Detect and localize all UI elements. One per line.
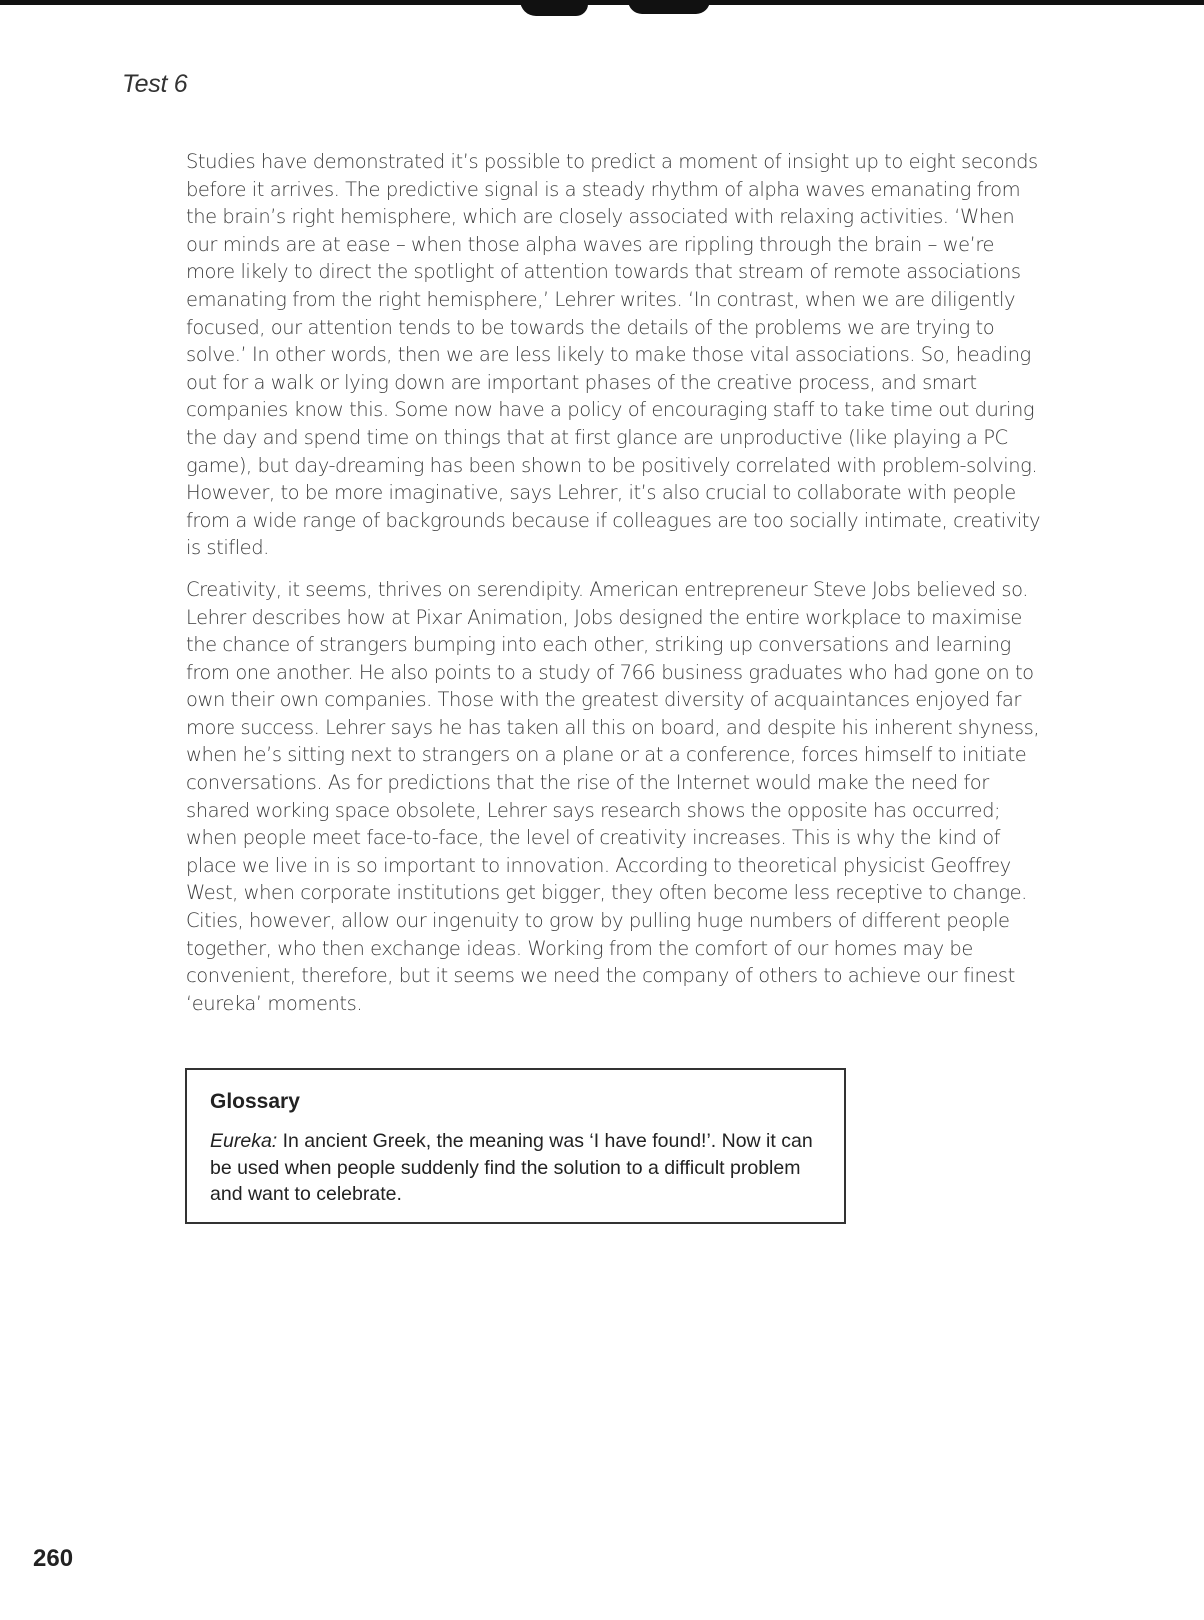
scan-edge-top (0, 0, 1204, 5)
glossary-title: Glossary (210, 1090, 300, 1113)
passage-paragraph-2: Creativity, it seems, thrives on serendipity. American entrepreneur Steve Jobs believed so. Lehrer describes how at Pixar Animation, Jobs designed the entire workplace to maximise the chance of strangers bumping into each other, striking up conversations and learning from one another. He also points to a study of 766 business graduates who had gone on to own their own companies. Those with the greatest diversity of acquaintances enjoyed far more success. Lehrer says he has taken all this on board, and despite his inherent shyness, when he’s sitting next to strangers on a plane or at a conference, forces himself to initiate conversations. As for predictions that the rise of the Internet would make the need for shared working space obsolete, Lehrer says research shows the opposite has occurred; when people meet face-to-face, the level of creativity increases. This is why the kind of place we live in is so important to innovation. According to theoretical physicist Geoffrey West, when corporate institutions get bigger, they often become less receptive to change. Cities, however, allow our ingenuity to grow by pulling huge numbers of different people together, who then exchange ideas. Working from the comfort of our homes may be convenient, therefore, but it seems we need the company of others to achieve our finest ‘eureka’ moments. (186, 577, 1040, 1015)
test-heading: Test 6 (122, 70, 188, 98)
passage-paragraph-1: Studies have demonstrated it’s possible to predict a moment of insight up to eight seconds before it arrives. The predictive signal is a steady rhythm of alpha waves emanating from the brain’s right hemisphere, which are closely associated with relaxing activities. ‘When our minds are at ease – when those alpha waves are rippling through the brain – we’re more likely to direct the spotlight of attention towards that stream of remote associations emanating from the right hemisphere,’ Lehrer writes. ‘In contrast, when we are diligently focused, our attention tends to be towards the details of the problems we are trying to solve.’ In other words, then we are less likely to make those vital associations. So, heading out for a walk or lying down are important phases of the creative process, and smart companies know this. Some now have a policy of encouraging staff to take time out during the day and spend time on things that at first glance are unproductive (like playing a PC game), but day-dreaming has been shown to be positively correlated with problem-solving. However, to be more imaginative, says Lehrer, it’s also crucial to collaborate with people from a wide range of backgrounds because if colleagues are too socially intimate, creativity is stifled. (186, 150, 1041, 560)
page-number: 260 (33, 1545, 74, 1572)
glossary-box (185, 1068, 846, 1224)
scan-binding-mark (520, 0, 588, 16)
scan-binding-mark (628, 0, 710, 14)
glossary-term: Eureka: (210, 1130, 278, 1152)
reading-passage (186, 148, 1046, 1031)
glossary-definition: In ancient Greek, the meaning was ‘I have found!’. Now it can be used when people suddenly find the solution to a difficult problem and want to celebrate. (210, 1130, 813, 1205)
glossary-entry (210, 1128, 820, 1208)
